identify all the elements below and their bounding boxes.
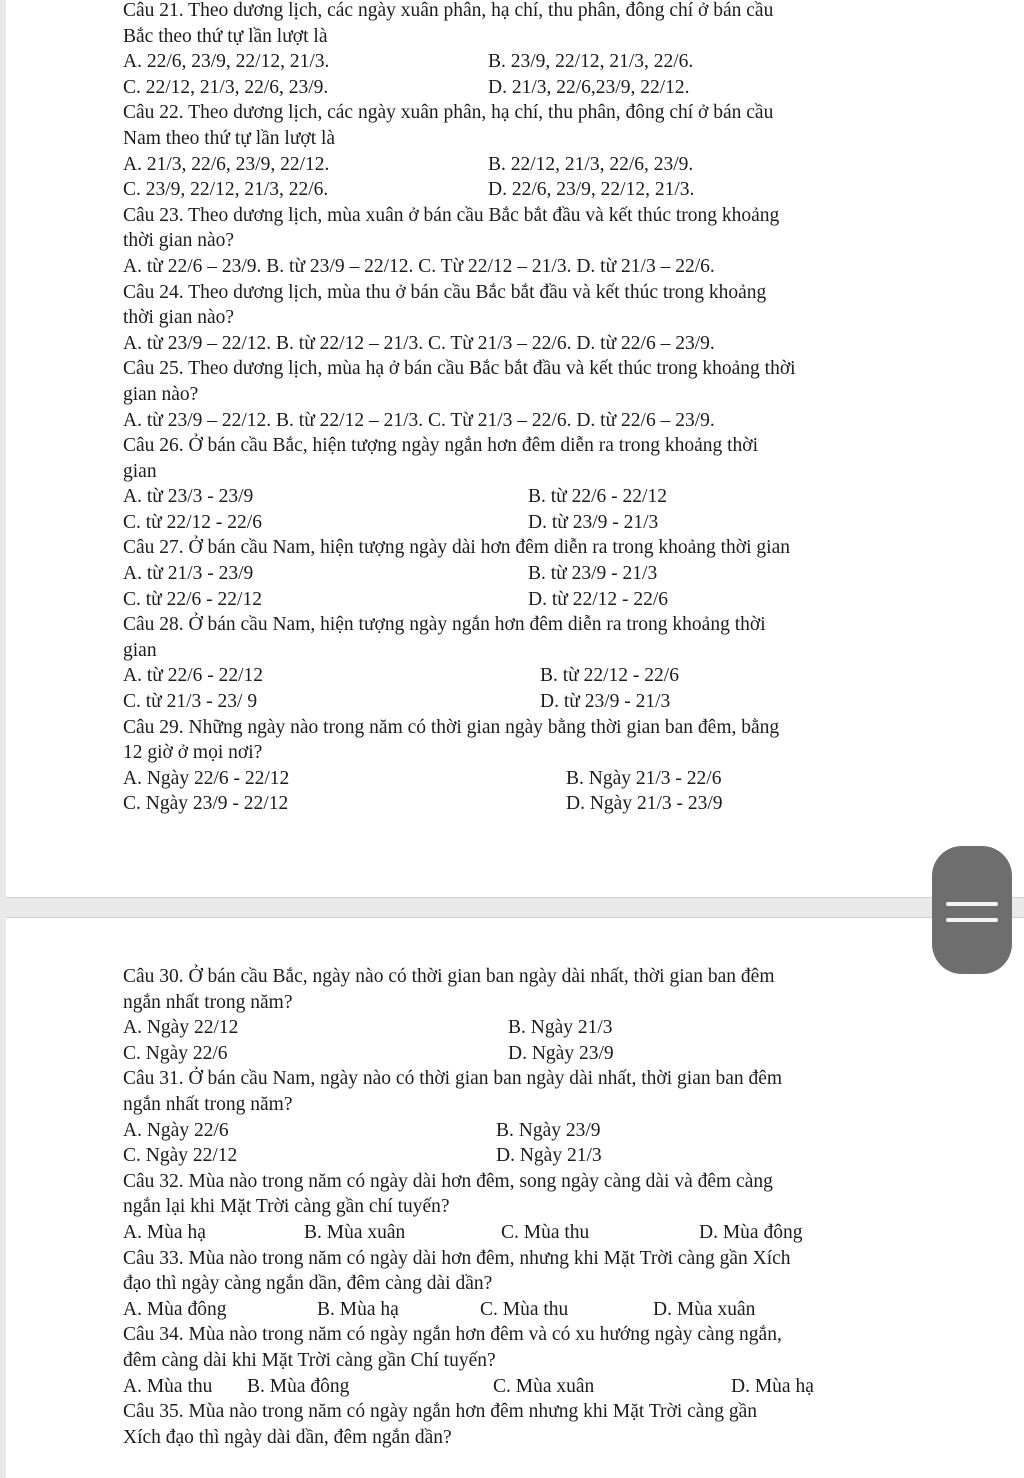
q26-option-d: D. từ 23/9 - 21/3: [528, 511, 659, 533]
q22-option-a: A. 21/3, 22/6, 23/9, 22/12.: [123, 153, 330, 175]
question-23-line-1: Câu 23. Theo dương lịch, mùa xuân ở bán cầu Bắc bắt đầu và kết thúc trong khoảng: [123, 204, 780, 226]
question-21-line-1: Câu 21. Theo dương lịch, các ngày xuân phân, hạ chí, thu phân, đông chí ở bán cầu: [123, 0, 774, 21]
question-33-line-1: Câu 33. Mùa nào trong năm có ngày dài hơn đêm, nhưng khi Mặt Trời càng gần Xích: [123, 1247, 791, 1269]
question-32-line-1: Câu 32. Mùa nào trong năm có ngày dài hơn đêm, song ngày càng dài và đêm càng: [123, 1170, 773, 1192]
question-25-line-2: gian nào?: [123, 383, 199, 405]
q29-option-c: C. Ngày 23/9 - 22/12: [123, 793, 289, 815]
q30-option-a: A. Ngày 22/12: [123, 1017, 239, 1039]
q21-option-d: D. 21/3, 22/6,23/9, 22/12.: [488, 76, 690, 98]
question-26-options-row-2: [123, 510, 943, 536]
q33-option-d: D. Mùa xuân: [653, 1298, 756, 1320]
question-22-line-1: Câu 22. Theo dương lịch, các ngày xuân phân, hạ chí, thu phân, đông chí ở bán cầu: [123, 102, 774, 124]
q21-option-c: C. 22/12, 21/3, 22/6, 23/9.: [123, 76, 329, 98]
q34-option-b: B. Mùa đông: [247, 1375, 350, 1397]
q33-option-b: B. Mùa hạ: [317, 1298, 399, 1320]
question-21-line-2: Bắc theo thứ tự lần lượt là: [123, 25, 328, 47]
question-28-options-row-1: [123, 663, 943, 689]
question-30-line-1: Câu 30. Ở bán cầu Bắc, ngày nào có thời gian ban ngày dài nhất, thời gian ban đêm: [123, 966, 775, 987]
question-34-line-1: Câu 34. Mùa nào trong năm có ngày ngắn hơn đêm và có xu hướng ngày càng ngắn,: [123, 1324, 782, 1346]
q30-option-c: C. Ngày 22/6: [123, 1042, 228, 1064]
question-31-options-row-2: [123, 1143, 943, 1169]
question-26-options-row-1: [123, 484, 943, 510]
question-31-line-2: ngắn nhất trong năm?: [123, 1093, 293, 1115]
grip-line-icon: [946, 918, 998, 922]
q33-option-a: A. Mùa đông: [123, 1298, 227, 1320]
q32-option-c: C. Mùa thu: [501, 1221, 590, 1243]
question-27-options-row-2: [123, 587, 943, 613]
q22-option-c: C. 23/9, 22/12, 21/3, 22/6.: [123, 179, 329, 201]
document-page-2: [6, 917, 1024, 1478]
question-32-options: [123, 1220, 943, 1246]
q26-option-c: C. từ 22/12 - 22/6: [123, 511, 262, 533]
question-29-line-1: Câu 29. Những ngày nào trong năm có thời gian ngày bằng thời gian ban đêm, bằng: [123, 716, 780, 738]
q22-option-b: B. 22/12, 21/3, 22/6, 23/9.: [488, 153, 694, 175]
question-22-options-row-2: [123, 177, 943, 203]
q21-option-a: A. 22/6, 23/9, 22/12, 21/3.: [123, 51, 330, 73]
question-24-line-1: Câu 24. Theo dương lịch, mùa thu ở bán cầu Bắc bắt đầu và kết thúc trong khoảng: [123, 281, 767, 303]
question-21-options-row-2: [123, 75, 943, 101]
page-1-content: [123, 0, 943, 817]
question-23-options: A. từ 22/6 – 23/9. B. từ 23/9 – 22/12. C. Từ 22/12 – 21/3. D. từ 21/3 – 22/6.: [123, 255, 715, 277]
question-25-options: A. từ 23/9 – 22/12. B. từ 22/12 – 21/3. C. Từ 21/3 – 22/6. D. từ 22/6 – 23/9.: [123, 409, 715, 431]
q29-option-b: B. Ngày 21/3 - 22/6: [566, 767, 722, 789]
q28-option-d: D. từ 23/9 - 21/3: [540, 691, 671, 713]
question-29-options-row-2: [123, 791, 943, 817]
question-25-line-1: Câu 25. Theo dương lịch, mùa hạ ở bán cầu Bắc bắt đầu và kết thúc trong khoảng thời: [123, 358, 796, 380]
q34-option-d: D. Mùa hạ: [731, 1375, 814, 1397]
question-34-line-2: đêm càng dài khi Mặt Trời càng gần Chí tuyến?: [123, 1349, 496, 1371]
q26-option-a: A. từ 23/3 - 23/9: [123, 486, 254, 508]
q27-option-a: A. từ 21/3 - 23/9: [123, 563, 254, 585]
question-28-line-2: gian: [123, 639, 157, 661]
q28-option-b: B. từ 22/12 - 22/6: [540, 665, 679, 687]
q32-option-b: B. Mùa xuân: [304, 1221, 406, 1243]
question-30-options-row-1: [123, 1015, 943, 1041]
question-27-line-1: Câu 27. Ở bán cầu Nam, hiện tượng ngày dài hơn đêm diễn ra trong khoảng thời gian: [123, 537, 790, 559]
q34-option-c: C. Mùa xuân: [493, 1375, 595, 1397]
q31-option-d: D. Ngày 21/3: [496, 1145, 602, 1167]
question-30-line-2: ngắn nhất trong năm?: [123, 991, 293, 1013]
question-30-options-row-2: [123, 1041, 943, 1067]
question-34-options: [123, 1374, 943, 1400]
question-24-options: A. từ 23/9 – 22/12. B. từ 22/12 – 21/3. C. Từ 21/3 – 22/6. D. từ 22/6 – 23/9.: [123, 332, 715, 354]
question-29-line-2: 12 giờ ở mọi nơi?: [123, 742, 263, 764]
question-32-line-2: ngắn lại khi Mặt Trời càng gần chí tuyến?: [123, 1196, 450, 1218]
question-31-line-1: Câu 31. Ở bán cầu Nam, ngày nào có thời gian ban ngày dài nhất, thời gian ban đêm: [123, 1068, 783, 1090]
q30-option-b: B. Ngày 21/3: [508, 1017, 613, 1039]
question-35-line-2: Xích đạo thì ngày dài dần, đêm ngắn dần?: [123, 1426, 452, 1448]
q29-option-d: D. Ngày 21/3 - 23/9: [566, 793, 723, 815]
question-33-line-2: đạo thì ngày càng ngắn dần, đêm càng dài dần?: [123, 1273, 493, 1295]
q34-option-a: A. Mùa thu: [123, 1375, 213, 1397]
q29-option-a: A. Ngày 22/6 - 22/12: [123, 767, 290, 789]
question-28-options-row-2: [123, 689, 943, 715]
page-2-content: [123, 964, 943, 1450]
question-26-line-2: gian: [123, 460, 157, 482]
q27-option-b: B. từ 23/9 - 21/3: [528, 563, 658, 585]
q27-option-c: C. từ 22/6 - 22/12: [123, 588, 262, 610]
q31-option-b: B. Ngày 23/9: [496, 1119, 601, 1141]
q32-option-d: D. Mùa đông: [699, 1221, 803, 1243]
question-21-options-row-1: [123, 49, 943, 75]
question-26-line-1: Câu 26. Ở bán cầu Bắc, hiện tượng ngày ngắn hơn đêm diễn ra trong khoảng thời: [123, 435, 759, 457]
question-29-options-row-1: [123, 766, 943, 792]
q31-option-c: C. Ngày 22/12: [123, 1145, 238, 1167]
q32-option-a: A. Mùa hạ: [123, 1221, 206, 1243]
q28-option-c: C. từ 21/3 - 23/ 9: [123, 691, 258, 713]
question-28-line-1: Câu 28. Ở bán cầu Nam, hiện tượng ngày ngắn hơn đêm diễn ra trong khoảng thời: [123, 614, 766, 636]
question-33-options: [123, 1297, 943, 1323]
q30-option-d: D. Ngày 23/9: [508, 1042, 614, 1064]
question-22-options-row-1: [123, 152, 943, 178]
question-31-options-row-1: [123, 1118, 943, 1144]
question-23-line-2: thời gian nào?: [123, 230, 235, 252]
question-35-line-1: Câu 35. Mùa nào trong năm có ngày ngắn hơn đêm nhưng khi Mặt Trời càng gần: [123, 1401, 757, 1423]
document-page-1: [6, 0, 1024, 898]
q21-option-b: B. 23/9, 22/12, 21/3, 22/6.: [488, 51, 694, 73]
question-22-line-2: Nam theo thứ tự lần lượt là: [123, 127, 336, 149]
q28-option-a: A. từ 22/6 - 22/12: [123, 665, 264, 687]
q22-option-d: D. 22/6, 23/9, 22/12, 21/3.: [488, 179, 695, 201]
q31-option-a: A. Ngày 22/6: [123, 1119, 229, 1141]
q27-option-d: D. từ 22/12 - 22/6: [528, 588, 669, 610]
scroll-handle[interactable]: [932, 846, 1012, 974]
question-27-options-row-1: [123, 561, 943, 587]
q33-option-c: C. Mùa thu: [480, 1298, 569, 1320]
q26-option-b: B. từ 22/6 - 22/12: [528, 486, 667, 508]
grip-line-icon: [946, 902, 998, 906]
question-24-line-2: thời gian nào?: [123, 307, 235, 329]
